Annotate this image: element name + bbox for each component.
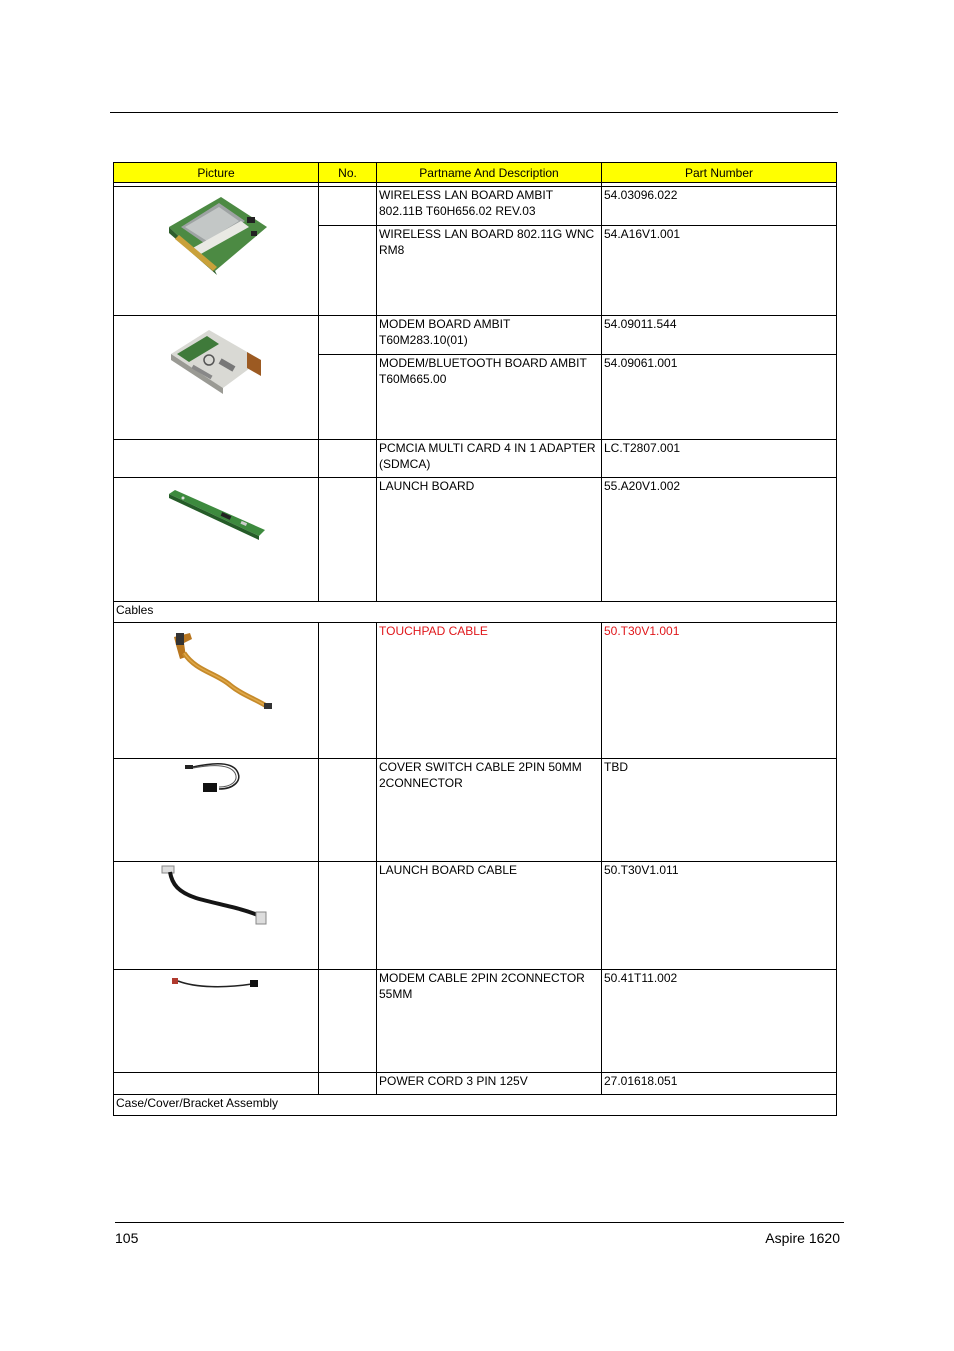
touchpad-cable-image [156,623,276,713]
picture-cell [114,478,319,602]
picture-cell [114,623,319,759]
modem-board-image [161,316,271,406]
part-number: 54.09011.544 [602,316,837,355]
part-number: 55.A20V1.002 [602,478,837,602]
table-row [114,316,837,355]
picture-cell [114,187,319,316]
picture-cell [114,316,319,440]
part-number: 54.09061.001 [602,355,837,440]
item-number-cell [319,1073,377,1095]
picture-cell [114,970,319,1073]
item-number-cell [319,355,377,440]
item-number-cell [319,478,377,602]
picture-cell [114,440,319,478]
part-description: MODEM/BLUETOOTH BOARD AMBIT T60M665.00 [377,355,602,440]
part-description: LAUNCH BOARD [377,478,602,602]
part-description: WIRELESS LAN BOARD 802.11G WNC RM8 [377,226,602,316]
part-description: TOUCHPAD CABLE [377,623,602,759]
header-rule [110,112,838,113]
part-description: COVER SWITCH CABLE 2PIN 50MM 2CONNECTOR [377,759,602,862]
table-row [114,623,837,759]
part-description: MODEM BOARD AMBIT T60M283.10(01) [377,316,602,355]
item-number-cell [319,759,377,862]
item-number-cell [319,316,377,355]
launch-board-image [161,478,271,548]
part-number: 27.01618.051 [602,1073,837,1095]
part-number: 54.03096.022 [602,187,837,226]
table-header-row [114,163,837,183]
picture-cell [114,1073,319,1095]
footer-rule [115,1222,844,1223]
part-number: 50.T30V1.001 [602,623,837,759]
section-label: Case/Cover/Bracket Assembly [114,1095,837,1116]
book-title: Aspire 1620 [765,1230,840,1246]
page-number: 105 [115,1230,139,1246]
picture-cell [114,862,319,970]
table-row [114,862,837,970]
wireless-lan-board-image [161,187,271,277]
part-description: LAUNCH BOARD CABLE [377,862,602,970]
item-number-cell [319,970,377,1073]
item-number-cell [319,187,377,226]
column-header-part-number: Part Number [602,163,837,183]
item-number-cell [319,623,377,759]
column-header-description: Partname And Description [377,163,602,183]
table-row [114,440,837,478]
item-number-cell [319,862,377,970]
table-row [114,970,837,1073]
table-row [114,759,837,862]
modem-cable-image [166,970,266,1000]
table-row [114,187,837,226]
part-number: 50.41T11.002 [602,970,837,1073]
launch-board-cable-image [156,862,276,932]
item-number-cell [319,226,377,316]
section-row-case [114,1095,837,1116]
part-number: 50.T30V1.011 [602,862,837,970]
table-row [114,1073,837,1095]
column-header-no: No. [319,163,377,183]
parts-table [113,162,837,1116]
table-row [114,478,837,602]
part-number: 54.A16V1.001 [602,226,837,316]
part-number: TBD [602,759,837,862]
column-header-picture: Picture [114,163,319,183]
part-description: WIRELESS LAN BOARD AMBIT 802.11B T60H656.02 REV.03 [377,187,602,226]
part-number: LC.T2807.001 [602,440,837,478]
part-description: MODEM CABLE 2PIN 2CONNECTOR 55MM [377,970,602,1073]
section-label: Cables [114,602,837,623]
part-description: PCMCIA MULTI CARD 4 IN 1 ADAPTER (SDMCA) [377,440,602,478]
part-description: POWER CORD 3 PIN 125V [377,1073,602,1095]
section-row-cables [114,602,837,623]
cover-switch-cable-image [181,759,251,809]
item-number-cell [319,440,377,478]
picture-cell [114,759,319,862]
